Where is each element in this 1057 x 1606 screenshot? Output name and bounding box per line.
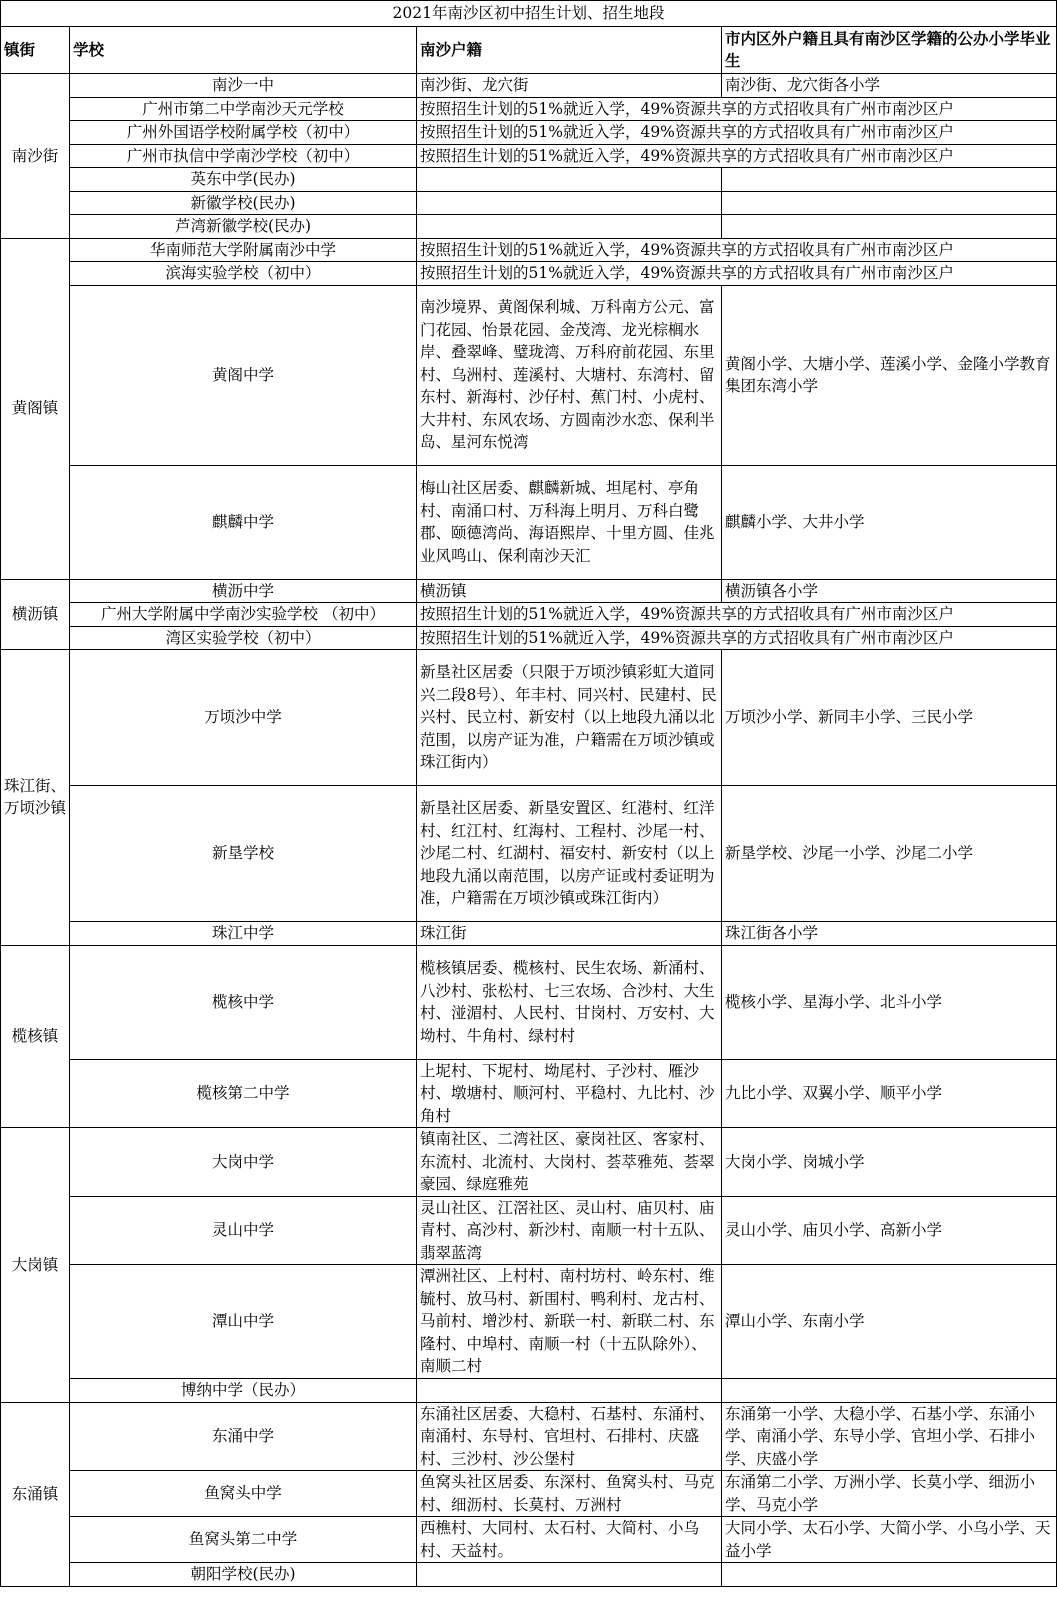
table-row [1, 144, 1057, 168]
town-cell: 珠江街、万顷沙镇 [1, 650, 70, 946]
school-cell: 鱼窝头第二中学 [70, 1517, 417, 1563]
table-row [1, 74, 1057, 98]
school-cell: 黄阁中学 [70, 285, 417, 465]
local-area-cell: 东涌社区居委、大稳村、石基村、东涌村、南涌村、东导村、官坦村、石排村、庆盛村、三沙村、沙公堡村 [417, 1402, 722, 1471]
school-cell: 朝阳学校(民办) [70, 1563, 417, 1587]
school-cell: 博纳中学（民办） [70, 1379, 417, 1403]
school-cell: 广州市执信中学南沙学校（初中） [70, 144, 417, 168]
school-cell: 芦湾新徽学校(民办) [70, 215, 417, 239]
table-row [1, 465, 1057, 579]
nonlocal-school-cell: 九比小学、双翼小学、顺平小学 [722, 1059, 1057, 1128]
table-row [1, 121, 1057, 145]
table-row [1, 1128, 1057, 1197]
table-row [1, 1265, 1057, 1379]
nonlocal-school-cell: 大岗小学、岗城小学 [722, 1128, 1057, 1197]
shared-admission-cell: 按照招生计划的51%就近入学，49%资源共享的方式招收具有广州市南沙区户 [417, 603, 1057, 627]
local-area-cell [417, 215, 722, 239]
nonlocal-school-cell: 榄核小学、星海小学、北斗小学 [722, 945, 1057, 1059]
nonlocal-school-cell [722, 215, 1057, 239]
nonlocal-school-cell: 南沙街、龙穴街各小学 [722, 74, 1057, 98]
table-row [1, 603, 1057, 627]
school-cell: 大岗中学 [70, 1128, 417, 1197]
school-cell: 麒麟中学 [70, 465, 417, 579]
nonlocal-school-cell: 新垦学校、沙尾一小学、沙尾二小学 [722, 786, 1057, 922]
local-area-cell: 上坭村、下坭村、坳尾村、子沙村、雁沙村、墩塘村、顺河村、平稳村、九比村、沙角村 [417, 1059, 722, 1128]
table-row [1, 1379, 1057, 1403]
school-cell: 湾区实验学校（初中） [70, 626, 417, 650]
nonlocal-school-cell: 东涌第一小学、大稳小学、石基小学、东涌小学、南涌小学、东导小学、官坦小学、石排小学、庆盛小学 [722, 1402, 1057, 1471]
local-area-cell: 新垦社区居委（只限于万顷沙镇彩虹大道同兴二段8号）、年丰村、同兴村、民建村、民兴村、民立村、新安村（以上地段九涌以北范围，以房产证为准，户籍需在万顷沙镇或珠江街内） [417, 650, 722, 786]
header-nonlocal: 市内区外户籍且具有南沙区学籍的公办小学毕业生 [722, 27, 1057, 74]
school-cell: 榄核第二中学 [70, 1059, 417, 1128]
nonlocal-school-cell: 横沥镇各小学 [722, 579, 1057, 603]
local-area-cell: 南沙街、龙穴街 [417, 74, 722, 98]
table-row [1, 191, 1057, 215]
local-area-cell [417, 1379, 722, 1403]
nonlocal-school-cell: 珠江街各小学 [722, 922, 1057, 946]
school-cell: 新徽学校(民办) [70, 191, 417, 215]
school-cell: 广州市第二中学南沙天元学校 [70, 97, 417, 121]
nonlocal-school-cell: 东涌第二小学、万洲小学、长莫小学、细沥小学、马克小学 [722, 1471, 1057, 1517]
local-area-cell: 南沙境界、黄阁保利城、万科南方公元、富门花园、怡景花园、金茂湾、龙光棕榈水岸、叠翠峰、璧珑湾、万科府前花园、东里村、乌洲村、莲溪村、大塘村、东湾村、留东村、新海村、沙仔村、蕉门村、小虎村、大井村、东风农场、方圆南沙水恋、保利半岛、星河东悦湾 [417, 285, 722, 465]
title-row [1, 1, 1057, 27]
shared-admission-cell: 按照招生计划的51%就近入学，49%资源共享的方式招收具有广州市南沙区户 [417, 262, 1057, 286]
local-area-cell: 新垦社区居委、新垦安置区、红港村、红洋村、红江村、红海村、工程村、沙尾一村、沙尾二村、红湖村、福安村、新安村（以上地段九涌以南范围，以房产证或村委证明为准，户籍需在万顷沙镇或珠江街内） [417, 786, 722, 922]
local-area-cell [417, 168, 722, 192]
local-area-cell: 榄核镇居委、榄核村、民生农场、新涌村、八沙村、张松村、七三农场、合沙村、大生村、湴湄村、人民村、甘岗村、万安村、大坳村、牛角村、绿村村 [417, 945, 722, 1059]
nonlocal-school-cell [722, 1563, 1057, 1587]
table-row [1, 1196, 1057, 1265]
nonlocal-school-cell [722, 1379, 1057, 1403]
school-cell: 鱼窝头中学 [70, 1471, 417, 1517]
header-town: 镇街 [1, 27, 70, 74]
school-cell: 珠江中学 [70, 922, 417, 946]
header-school: 学校 [70, 27, 417, 74]
town-cell: 黄阁镇 [1, 238, 70, 579]
shared-admission-cell: 按照招生计划的51%就近入学，49%资源共享的方式招收具有广州市南沙区户 [417, 97, 1057, 121]
nonlocal-school-cell: 灵山小学、庙贝小学、高新小学 [722, 1196, 1057, 1265]
town-cell: 榄核镇 [1, 945, 70, 1128]
school-cell: 滨海实验学校（初中） [70, 262, 417, 286]
school-cell: 东涌中学 [70, 1402, 417, 1471]
local-area-cell: 梅山社区居委、麒麟新城、坦尾村、亭角村、南涌口村、万科海上明月、万科白鹭郡、颐德湾尚、海语熙岸、十里方圆、佳兆业风鸣山、保利南沙天汇 [417, 465, 722, 579]
nonlocal-school-cell: 黄阁小学、大塘小学、莲溪小学、金隆小学教育集团东湾小学 [722, 285, 1057, 465]
school-cell: 榄核中学 [70, 945, 417, 1059]
nonlocal-school-cell [722, 191, 1057, 215]
table-row [1, 168, 1057, 192]
nonlocal-school-cell: 万顷沙小学、新同丰小学、三民小学 [722, 650, 1057, 786]
table-row [1, 1059, 1057, 1128]
nonlocal-school-cell: 麒麟小学、大井小学 [722, 465, 1057, 579]
local-area-cell: 珠江街 [417, 922, 722, 946]
school-cell: 华南师范大学附属南沙中学 [70, 238, 417, 262]
local-area-cell: 镇南社区、二湾社区、豪岗社区、客家村、东流村、北流村、大岗村、荟萃雅苑、荟翠豪园、绿庭雅苑 [417, 1128, 722, 1197]
page-title: 2021年南沙区初中招生计划、招生地段 [1, 1, 1057, 27]
school-cell: 灵山中学 [70, 1196, 417, 1265]
school-cell: 新垦学校 [70, 786, 417, 922]
town-cell: 南沙街 [1, 74, 70, 239]
local-area-cell: 潭洲社区、上村村、南村坊村、岭东村、维毓村、放马村、新围村、鸭利村、龙古村、马前村、增沙村、新联一村、新联二村、东隆村、中埠村、南顺一村（十五队除外）、南顺二村 [417, 1265, 722, 1379]
school-cell: 广州大学附属中学南沙实验学校 （初中） [70, 603, 417, 627]
table-row [1, 1402, 1057, 1471]
town-cell: 东涌镇 [1, 1402, 70, 1586]
shared-admission-cell: 按照招生计划的51%就近入学，49%资源共享的方式招收具有广州市南沙区户 [417, 144, 1057, 168]
nonlocal-school-cell: 潭山小学、东南小学 [722, 1265, 1057, 1379]
nonlocal-school-cell [722, 168, 1057, 192]
town-cell: 横沥镇 [1, 579, 70, 650]
table-row [1, 945, 1057, 1059]
school-cell: 万顷沙中学 [70, 650, 417, 786]
header-row [1, 27, 1057, 74]
school-cell: 英东中学(民办) [70, 168, 417, 192]
table-row [1, 1471, 1057, 1517]
shared-admission-cell: 按照招生计划的51%就近入学，49%资源共享的方式招收具有广州市南沙区户 [417, 626, 1057, 650]
table-row [1, 262, 1057, 286]
table-row [1, 238, 1057, 262]
local-area-cell [417, 191, 722, 215]
town-cell: 大岗镇 [1, 1128, 70, 1403]
local-area-cell [417, 1563, 722, 1587]
table-row [1, 1563, 1057, 1587]
table-row [1, 650, 1057, 786]
shared-admission-cell: 按照招生计划的51%就近入学，49%资源共享的方式招收具有广州市南沙区户 [417, 121, 1057, 145]
header-local: 南沙户籍 [417, 27, 722, 74]
nonlocal-school-cell: 大同小学、太石小学、大简小学、小乌小学、天益小学 [722, 1517, 1057, 1563]
school-cell: 潭山中学 [70, 1265, 417, 1379]
table-row [1, 1517, 1057, 1563]
local-area-cell: 鱼窝头社区居委、东深村、鱼窝头村、马克村、细沥村、长莫村、万洲村 [417, 1471, 722, 1517]
table-row [1, 922, 1057, 946]
shared-admission-cell: 按照招生计划的51%就近入学，49%资源共享的方式招收具有广州市南沙区户 [417, 238, 1057, 262]
table-row [1, 215, 1057, 239]
table-row [1, 285, 1057, 465]
local-area-cell: 西樵村、大同村、太石村、大简村、小乌村、天益村。 [417, 1517, 722, 1563]
local-area-cell: 横沥镇 [417, 579, 722, 603]
table-row [1, 626, 1057, 650]
school-cell: 南沙一中 [70, 74, 417, 98]
school-cell: 广州外国语学校附属学校（初中） [70, 121, 417, 145]
school-cell: 横沥中学 [70, 579, 417, 603]
table-row [1, 97, 1057, 121]
table-row [1, 579, 1057, 603]
table-row [1, 786, 1057, 922]
local-area-cell: 灵山社区、江滘社区、灵山村、庙贝村、庙青村、高沙村、新沙村、南顺一村十五队、翡翠蓝湾 [417, 1196, 722, 1265]
